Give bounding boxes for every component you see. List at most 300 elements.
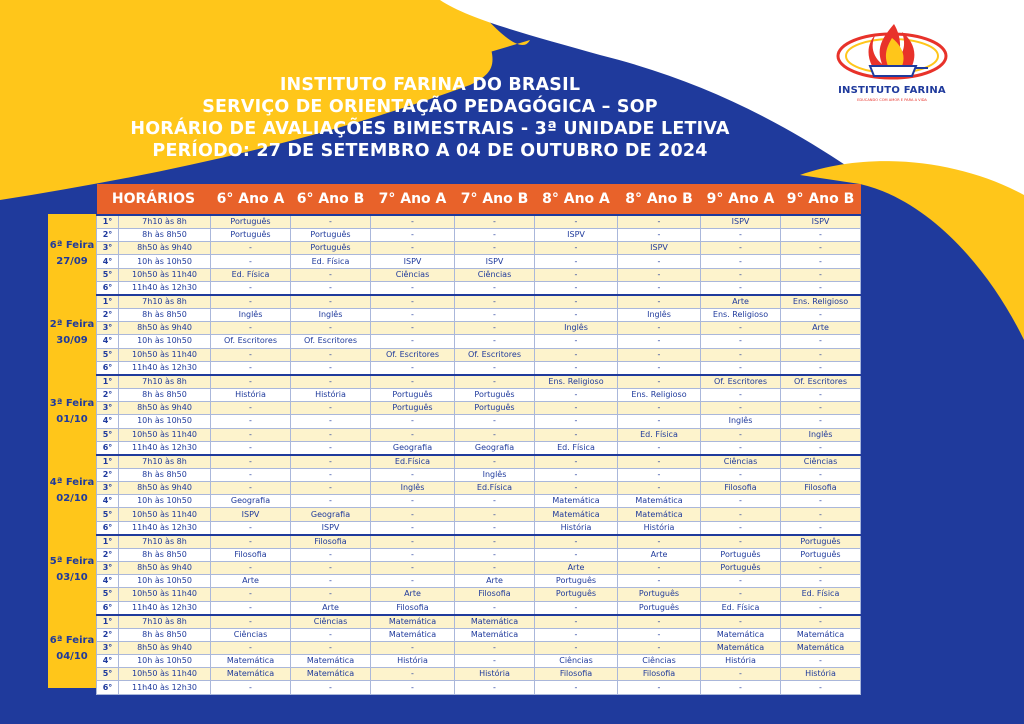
table-row (97, 348, 861, 361)
cell-9b: - (781, 348, 861, 361)
cell-9a: - (701, 335, 781, 348)
cell-9a: - (701, 468, 781, 481)
day-name: 6ª Feira (49, 634, 95, 646)
cell-7b: - (455, 242, 535, 255)
cell-6a: - (211, 521, 291, 535)
cell-9b: Ed. Física (781, 588, 861, 601)
cell-7b: - (455, 415, 535, 428)
cell-7a: Inglês (371, 482, 455, 495)
day-label (48, 396, 96, 428)
cell-time: 11h40 às 12h30 (119, 521, 211, 535)
day-name: 6ª Feira (49, 239, 95, 251)
cell-time: 10h às 10h50 (119, 575, 211, 588)
cell-7a: - (371, 335, 455, 348)
table-row (97, 215, 861, 229)
cell-7b: - (455, 521, 535, 535)
cell-7a: - (371, 415, 455, 428)
logo-tagline: EDUCANDO COM AMOR E PARA A VIDA (857, 98, 927, 102)
cell-6b: Matemática (291, 668, 371, 681)
cell-6a: - (211, 295, 291, 309)
cell-9b: - (781, 361, 861, 375)
cell-9b: - (781, 521, 861, 535)
cell-period: 3° (97, 562, 119, 575)
cell-6a: - (211, 588, 291, 601)
cell-9a: Of. Escritores (701, 375, 781, 389)
cell-7a: - (371, 375, 455, 389)
cell-period: 2° (97, 389, 119, 402)
cell-period: 5° (97, 588, 119, 601)
cell-period: 1° (97, 295, 119, 309)
cell-8b: - (618, 468, 701, 481)
cell-time: 8h às 8h50 (119, 309, 211, 322)
cell-6b: História (291, 389, 371, 402)
cell-9b: Português (781, 548, 861, 561)
cell-6a: - (211, 375, 291, 389)
cell-period: 6° (97, 361, 119, 375)
cell-8b: - (618, 229, 701, 242)
cell-6a: - (211, 348, 291, 361)
cell-6b: - (291, 348, 371, 361)
cell-7b: Filosofia (455, 588, 535, 601)
cell-8b: Arte (618, 548, 701, 561)
cell-6b: - (291, 548, 371, 561)
cell-8b: Inglês (618, 309, 701, 322)
cell-8a: - (535, 348, 618, 361)
cell-8a: - (535, 468, 618, 481)
cell-7b: Português (455, 402, 535, 415)
table-row (97, 309, 861, 322)
cell-6a: Matemática (211, 668, 291, 681)
cell-time: 7h10 às 8h (119, 455, 211, 469)
cell-7a: Geografia (371, 441, 455, 455)
cell-period: 5° (97, 668, 119, 681)
heading-line-2: SERVIÇO DE ORIENTAÇÃO PEDAGÓGICA – SOP (202, 97, 658, 117)
cell-7b: - (455, 548, 535, 561)
cell-6b: Arte (291, 601, 371, 615)
day-label (48, 317, 96, 349)
cell-9a: - (701, 389, 781, 402)
cell-period: 1° (97, 535, 119, 549)
cell-8b: Matemática (618, 508, 701, 521)
cell-time: 8h às 8h50 (119, 548, 211, 561)
cell-time: 8h50 às 9h40 (119, 402, 211, 415)
cell-6b: - (291, 681, 371, 694)
cell-period: 4° (97, 655, 119, 668)
day-name: 3ª Feira (49, 397, 95, 409)
cell-7a: - (371, 642, 455, 655)
cell-time: 8h50 às 9h40 (119, 562, 211, 575)
table-row (97, 548, 861, 561)
cell-8b: - (618, 375, 701, 389)
cell-7a: - (371, 428, 455, 441)
table-row (97, 655, 861, 668)
cell-6a: - (211, 428, 291, 441)
cell-period: 4° (97, 415, 119, 428)
heading-line-3: HORÁRIO DE AVALIAÇÕES BIMESTRAIS - 3ª UNIDADE LETIVA (130, 119, 730, 139)
cell-8b: - (618, 295, 701, 309)
cell-8b: Matemática (618, 495, 701, 508)
table-row (97, 455, 861, 469)
table-row (97, 229, 861, 242)
header-row (97, 184, 861, 215)
cell-time: 10h50 às 11h40 (119, 348, 211, 361)
cell-9a: Ed. Física (701, 601, 781, 615)
cell-period: 6° (97, 521, 119, 535)
cell-6a: - (211, 615, 291, 629)
cell-8b: - (618, 575, 701, 588)
cell-time: 10h50 às 11h40 (119, 508, 211, 521)
cell-9b: Matemática (781, 642, 861, 655)
cell-7a: - (371, 575, 455, 588)
cell-7b: - (455, 455, 535, 469)
cell-time: 11h40 às 12h30 (119, 281, 211, 295)
cell-7b: - (455, 322, 535, 335)
cell-9b: - (781, 562, 861, 575)
cell-8b: Filosofia (618, 668, 701, 681)
cell-9a: - (701, 428, 781, 441)
cell-9a: Matemática (701, 642, 781, 655)
cell-8a: Arte (535, 562, 618, 575)
cell-time: 10h50 às 11h40 (119, 668, 211, 681)
cell-6b: - (291, 468, 371, 481)
cell-6a: - (211, 562, 291, 575)
cell-9b: - (781, 389, 861, 402)
cell-period: 1° (97, 455, 119, 469)
cell-8a: - (535, 601, 618, 615)
cell-7a: - (371, 295, 455, 309)
cell-9b: Filosofia (781, 482, 861, 495)
cell-7a: - (371, 562, 455, 575)
cell-period: 5° (97, 428, 119, 441)
cell-9a: - (701, 322, 781, 335)
cell-8a: Ed. Física (535, 441, 618, 455)
cell-8b: - (618, 615, 701, 629)
cell-8b: - (618, 281, 701, 295)
cell-8a: Português (535, 575, 618, 588)
cell-9b: - (781, 335, 861, 348)
day-name: 5ª Feira (49, 555, 95, 567)
cell-period: 4° (97, 495, 119, 508)
cell-7b: - (455, 375, 535, 389)
cell-9a: - (701, 681, 781, 694)
cell-time: 7h10 às 8h (119, 535, 211, 549)
cell-8b: Português (618, 601, 701, 615)
cell-6b: - (291, 322, 371, 335)
cell-8b: - (618, 628, 701, 641)
cell-period: 6° (97, 441, 119, 455)
cell-period: 3° (97, 242, 119, 255)
cell-9b: - (781, 415, 861, 428)
table-row (97, 268, 861, 281)
cell-7a: - (371, 468, 455, 481)
cell-8a: Ens. Religioso (535, 375, 618, 389)
cell-9a: - (701, 508, 781, 521)
cell-6b: - (291, 268, 371, 281)
cell-7a: - (371, 508, 455, 521)
cell-7a: Português (371, 389, 455, 402)
cell-time: 8h às 8h50 (119, 389, 211, 402)
cell-9b: - (781, 575, 861, 588)
cell-6b: Filosofia (291, 535, 371, 549)
cell-6b: Ed. Física (291, 255, 371, 268)
cell-6a: - (211, 242, 291, 255)
cell-6b: - (291, 495, 371, 508)
cell-9b: - (781, 468, 861, 481)
day-date: 30/09 (56, 334, 88, 346)
cell-9b: - (781, 508, 861, 521)
day-name: 4ª Feira (49, 476, 95, 488)
cell-6b: - (291, 562, 371, 575)
cell-time: 8h às 8h50 (119, 229, 211, 242)
cell-6b: Português (291, 229, 371, 242)
cell-period: 5° (97, 268, 119, 281)
cell-8b: - (618, 441, 701, 455)
day-date: 01/10 (56, 413, 88, 425)
cell-6a: Português (211, 229, 291, 242)
cell-8a: - (535, 335, 618, 348)
cell-6a: Ciências (211, 628, 291, 641)
table-row (97, 242, 861, 255)
cell-period: 6° (97, 681, 119, 694)
cell-9b: - (781, 309, 861, 322)
cell-9a: - (701, 441, 781, 455)
table-row (97, 668, 861, 681)
cell-8a: - (535, 642, 618, 655)
cell-6a: Filosofia (211, 548, 291, 561)
column-header-9a: 9° Ano A (701, 184, 781, 215)
cell-9b: - (781, 601, 861, 615)
cell-8b: - (618, 482, 701, 495)
cell-7b: - (455, 508, 535, 521)
cell-7b: - (455, 295, 535, 309)
cell-9a: - (701, 281, 781, 295)
cell-time: 11h40 às 12h30 (119, 441, 211, 455)
cell-8b: - (618, 455, 701, 469)
cell-7b: - (455, 281, 535, 295)
cell-9b: - (781, 495, 861, 508)
day-date: 02/10 (56, 492, 88, 504)
cell-9b: - (781, 402, 861, 415)
table-row (97, 361, 861, 375)
cell-9a: Ens. Religioso (701, 309, 781, 322)
cell-6a: - (211, 361, 291, 375)
cell-7a: - (371, 681, 455, 694)
cell-7b: Português (455, 389, 535, 402)
cell-9a: ISPV (701, 215, 781, 229)
cell-6b: - (291, 281, 371, 295)
cell-8b: - (618, 348, 701, 361)
cell-9a: - (701, 668, 781, 681)
table-row (97, 575, 861, 588)
cell-9b: - (781, 281, 861, 295)
cell-8a: Português (535, 588, 618, 601)
table-row (97, 521, 861, 535)
cell-time: 8h50 às 9h40 (119, 242, 211, 255)
cell-period: 1° (97, 375, 119, 389)
cell-6b: - (291, 575, 371, 588)
cell-8a: - (535, 615, 618, 629)
cell-8a: Inglês (535, 322, 618, 335)
cell-7b: Ed.Física (455, 482, 535, 495)
cell-6b: Geografia (291, 508, 371, 521)
cell-9a: Arte (701, 295, 781, 309)
cell-time: 10h50 às 11h40 (119, 268, 211, 281)
cell-period: 1° (97, 215, 119, 229)
cell-7a: Of. Escritores (371, 348, 455, 361)
cell-7b: - (455, 428, 535, 441)
cell-6b: - (291, 375, 371, 389)
cell-6b: Matemática (291, 655, 371, 668)
cell-7b: ISPV (455, 255, 535, 268)
cell-7a: - (371, 215, 455, 229)
cell-8a: Filosofia (535, 668, 618, 681)
cell-7b: - (455, 361, 535, 375)
heading-line-4: PERÍODO: 27 DE SETEMBRO A 04 DE OUTUBRO DE 2024 (152, 141, 708, 161)
cell-8a: - (535, 281, 618, 295)
cell-8b: Ciências (618, 655, 701, 668)
cell-7b: Inglês (455, 468, 535, 481)
cell-7a: - (371, 309, 455, 322)
cell-period: 3° (97, 482, 119, 495)
cell-6b: - (291, 215, 371, 229)
cell-9b: Inglês (781, 428, 861, 441)
cell-9b: ISPV (781, 215, 861, 229)
cell-8b: - (618, 335, 701, 348)
cell-9b: Of. Escritores (781, 375, 861, 389)
table-row (97, 389, 861, 402)
cell-9a: - (701, 255, 781, 268)
day-column (48, 214, 96, 688)
cell-6a: - (211, 281, 291, 295)
table-row (97, 482, 861, 495)
cell-period: 3° (97, 642, 119, 655)
cell-9b: - (781, 255, 861, 268)
cell-8a: - (535, 255, 618, 268)
cell-9a: - (701, 402, 781, 415)
cell-7a: - (371, 535, 455, 549)
cell-9b: - (781, 441, 861, 455)
cell-7a: - (371, 361, 455, 375)
cell-period: 4° (97, 255, 119, 268)
column-header-7a: 7° Ano A (371, 184, 455, 215)
cell-9a: Matemática (701, 628, 781, 641)
cell-6a: - (211, 535, 291, 549)
cell-7b: - (455, 495, 535, 508)
cell-time: 7h10 às 8h (119, 375, 211, 389)
cell-8b: - (618, 402, 701, 415)
cell-7b: - (455, 535, 535, 549)
cell-6a: - (211, 455, 291, 469)
column-header-6a: 6° Ano A (211, 184, 291, 215)
cell-8b: ISPV (618, 242, 701, 255)
cell-period: 4° (97, 335, 119, 348)
table-row (97, 295, 861, 309)
cell-8a: - (535, 215, 618, 229)
cell-period: 2° (97, 309, 119, 322)
cell-9a: - (701, 229, 781, 242)
cell-9a: - (701, 588, 781, 601)
cell-9a: Inglês (701, 415, 781, 428)
cell-9a: - (701, 575, 781, 588)
table-row (97, 601, 861, 615)
cell-8b: - (618, 535, 701, 549)
cell-7b: Ciências (455, 268, 535, 281)
column-header-8a: 8° Ano A (535, 184, 618, 215)
cell-7b: Matemática (455, 615, 535, 629)
cell-7b: História (455, 668, 535, 681)
cell-time: 10h50 às 11h40 (119, 428, 211, 441)
cell-6b: - (291, 441, 371, 455)
cell-7a: - (371, 495, 455, 508)
cell-6b: - (291, 361, 371, 375)
cell-7b: - (455, 642, 535, 655)
cell-7a: - (371, 322, 455, 335)
cell-time: 7h10 às 8h (119, 615, 211, 629)
cell-6a: ISPV (211, 508, 291, 521)
cell-period: 2° (97, 628, 119, 641)
cell-6a: Português (211, 215, 291, 229)
cell-time: 7h10 às 8h (119, 215, 211, 229)
cell-6b: - (291, 428, 371, 441)
cell-9b: - (781, 229, 861, 242)
cell-time: 8h às 8h50 (119, 468, 211, 481)
column-header-6b: 6° Ano B (291, 184, 371, 215)
cell-7a: ISPV (371, 255, 455, 268)
cell-8b: - (618, 255, 701, 268)
cell-8a: - (535, 548, 618, 561)
day-label (48, 238, 96, 270)
cell-6a: Of. Escritores (211, 335, 291, 348)
table-row (97, 255, 861, 268)
cell-8b: - (618, 215, 701, 229)
cell-9b: Ens. Religioso (781, 295, 861, 309)
table-row (97, 495, 861, 508)
cell-time: 10h às 10h50 (119, 655, 211, 668)
cell-9b: Arte (781, 322, 861, 335)
table-row (97, 402, 861, 415)
cell-9a: - (701, 242, 781, 255)
cell-8a: - (535, 455, 618, 469)
cell-6a: - (211, 681, 291, 694)
cell-6a: - (211, 642, 291, 655)
cell-7b: - (455, 655, 535, 668)
table-row (97, 415, 861, 428)
cell-9a: - (701, 348, 781, 361)
cell-6b: Inglês (291, 309, 371, 322)
cell-7a: - (371, 229, 455, 242)
cell-7a: - (371, 281, 455, 295)
cell-6a: - (211, 402, 291, 415)
cell-time: 8h50 às 9h40 (119, 482, 211, 495)
day-label (48, 633, 96, 665)
cell-time: 8h50 às 9h40 (119, 322, 211, 335)
cell-8b: - (618, 562, 701, 575)
cell-9b: - (781, 655, 861, 668)
schedule-table (96, 184, 861, 695)
cell-7a: Ed.Física (371, 455, 455, 469)
cell-9a: Português (701, 562, 781, 575)
cell-period: 6° (97, 601, 119, 615)
cell-9a: Filosofia (701, 482, 781, 495)
cell-7b: - (455, 309, 535, 322)
cell-8a: - (535, 242, 618, 255)
cell-7a: Matemática (371, 628, 455, 641)
column-header-9b: 9° Ano B (781, 184, 861, 215)
cell-8a: - (535, 428, 618, 441)
cell-7b: - (455, 562, 535, 575)
cell-6b: - (291, 628, 371, 641)
cell-7a: - (371, 242, 455, 255)
